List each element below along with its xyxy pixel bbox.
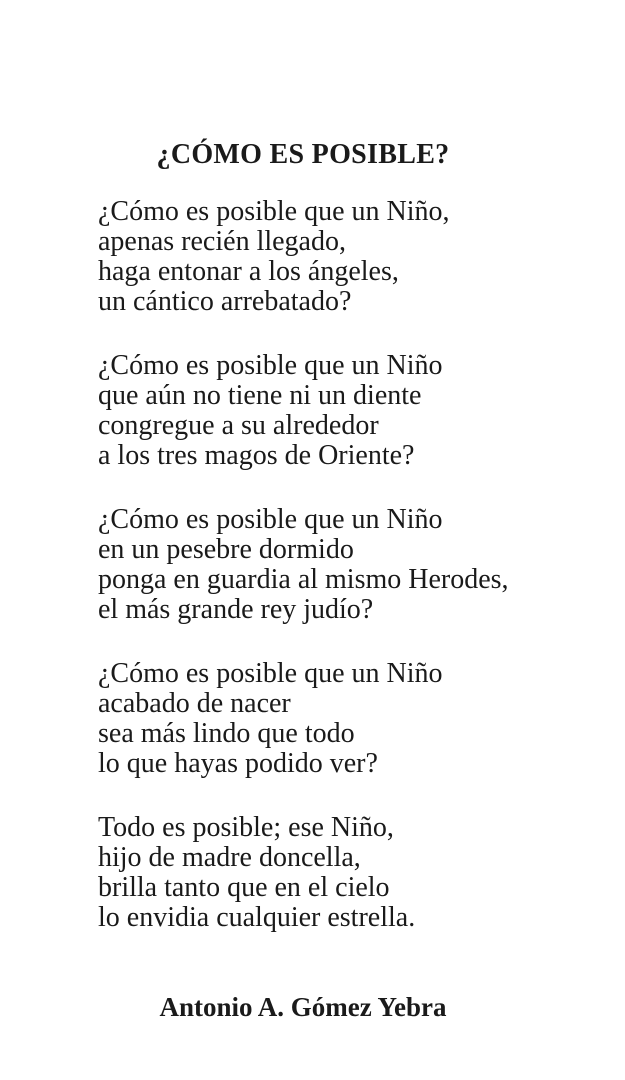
poem-line: acabado de nacer (98, 688, 291, 719)
stanza-2 (98, 351, 508, 471)
poem-line: a los tres magos de Oriente? (98, 440, 415, 471)
poem-line: en un pesebre dormido (98, 534, 354, 565)
poem-author: Antonio A. Gómez Yebra (159, 992, 447, 1022)
poem-line: ¿Cómo es posible que un Niño (98, 350, 443, 381)
poem-line: apenas recién llegado, (98, 226, 346, 257)
poem-line: ponga en guardia al mismo Herodes, (98, 564, 509, 595)
poem-line: el más grande rey judío? (98, 594, 374, 625)
poem-line: ¿Cómo es posible que un Niño, (98, 196, 450, 227)
poem-title: ¿CÓMO ES POSIBLE? (156, 139, 450, 170)
poem-line: ¿Cómo es posible que un Niño (98, 504, 443, 535)
poem-line: hijo de madre doncella, (98, 842, 361, 873)
stanza-5 (98, 813, 508, 933)
poem-line: Todo es posible; ese Niño, (98, 812, 394, 843)
poem-line: lo envidia cualquier estrella. (98, 902, 416, 933)
poem-line: lo que hayas podido ver? (98, 748, 378, 779)
poem-line: brilla tanto que en el cielo (98, 872, 390, 903)
poem-line: congregue a su alrededor (98, 410, 379, 441)
poem-line: ¿Cómo es posible que un Niño (98, 658, 443, 689)
stanza-4 (98, 659, 508, 779)
poem-line: un cántico arrebatado? (98, 286, 352, 317)
poem-line: sea más lindo que todo (98, 718, 355, 749)
poem-line: haga entonar a los ángeles, (98, 256, 399, 287)
stanza-3 (98, 505, 508, 625)
poem-content (98, 138, 508, 1024)
stanza-1 (98, 197, 508, 317)
poem-line: que aún no tiene ni un diente (98, 380, 422, 411)
